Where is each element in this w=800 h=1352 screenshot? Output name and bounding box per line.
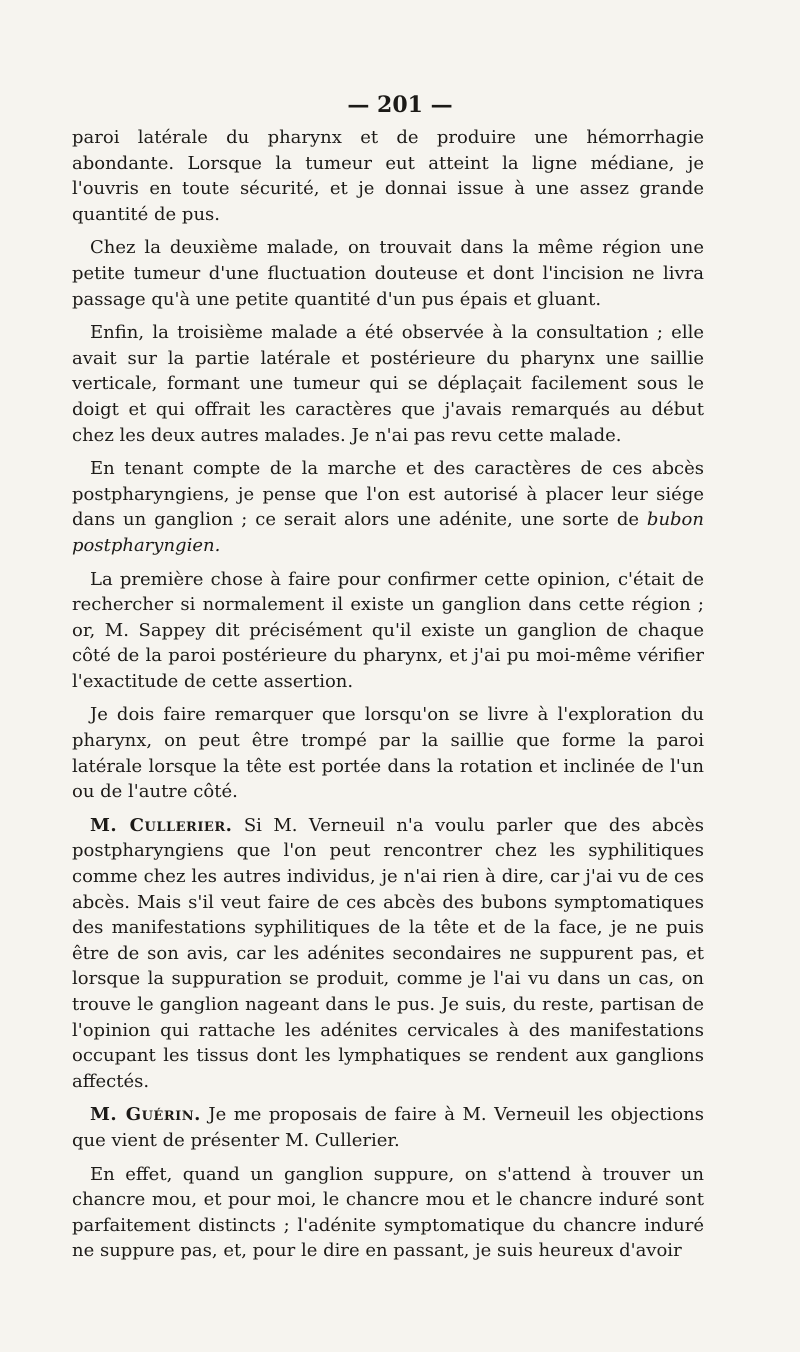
paragraph-5: La première chose à faire pour confirmer cette opinion, c'était de rechercher si normalement il existe un ganglion dans cette région ; or, M. Sappey dit précisément qu'il existe un ganglion de chaque côté de la paroi postérieure du pharynx, et j'ai pu moi-même vérifier l'exactitude de cette assertion. xyxy=(72,568,704,692)
paragraph-2: Chez la deuxième malade, on trouvait dans la même région une petite tumeur d'une fluctuation douteuse et dont l'incision ne livra passage qu'à une petite quantité d'un pus épais et gluant. xyxy=(72,237,704,310)
page-number: — 201 — xyxy=(347,92,453,118)
paragraph-9: En effet, quand un ganglion suppure, on s'attend à trouver un chancre mou, et pour moi, le chancre mou et le chancre induré sont parfaitement distincts ; l'adénite symptomatique du chancre induré ne suppure pas, et, pour le dire en passant, je suis heureux d'avoir xyxy=(72,1163,704,1262)
speaker-name: M. Cullerier. xyxy=(90,814,233,836)
paragraph-6: Je dois faire remarquer que lorsqu'on se livre à l'exploration du pharynx, on peut être trompé par la saillie que forme la paroi latérale lorsque la tête est portée dans la rotation et inclinée de l'un ou de l'autre côté. xyxy=(72,704,704,803)
speaker-name: M. Guérin. xyxy=(90,1104,201,1126)
italic-term: bubon postpharyngien. xyxy=(72,509,704,556)
body-text xyxy=(72,125,704,1272)
paragraph-4: En tenant compte de la marche et des caractères de ces abcès postpharyngiens, je pense que l'on est autorisé à placer leur siége dans un ganglion ; ce serait alors une adénite, une sorte de bubon postpharyngien. xyxy=(72,458,704,556)
paragraph-7: M. Cullerier. Si M. Verneuil n'a voulu parler que des abcès postpharyngiens que l'on peut rencontrer chez les syphilitiques comme chez les autres individus, je n'ai rien à dire, car j'ai vu de ces abcès. Mais s'il veut faire de ces abcès des bubons symptomatiques des manifestations syphilitiques de la tête et de la face, je ne puis être de son avis, car les adénites secondaires ne suppurent pas, et lorsque la suppuration se produit, comme je l'ai vu dans un cas, on trouve le ganglion nageant dans le pus. Je suis, du reste, partisan de l'opinion qui rattache les adénites cervicales à des manifestations occupant les tissus dont les lymphatiques se rendent aux ganglions affectés. xyxy=(72,814,704,1092)
paragraph-1: paroi latérale du pharynx et de produire une hémorrhagie abondante. Lorsque la tumeur eut atteint la ligne médiane, je l'ouvris en toute sécurité, et je donnai issue à une assez grande quantité de pus. xyxy=(72,127,704,225)
paragraph-8: M. Guérin. Je me proposais de faire à M. Verneuil les objections que vient de présenter M. Cullerier. xyxy=(72,1104,704,1151)
paragraph-3: Enfin, la troisième malade a été observée à la consultation ; elle avait sur la partie latérale et postérieure du pharynx une saillie verticale, formant une tumeur qui se déplaçait facilement sous le doigt et qui offrait les caractères que j'avais remarqués au début chez les deux autres malades. Je n'ai pas revu cette malade. xyxy=(72,322,704,446)
